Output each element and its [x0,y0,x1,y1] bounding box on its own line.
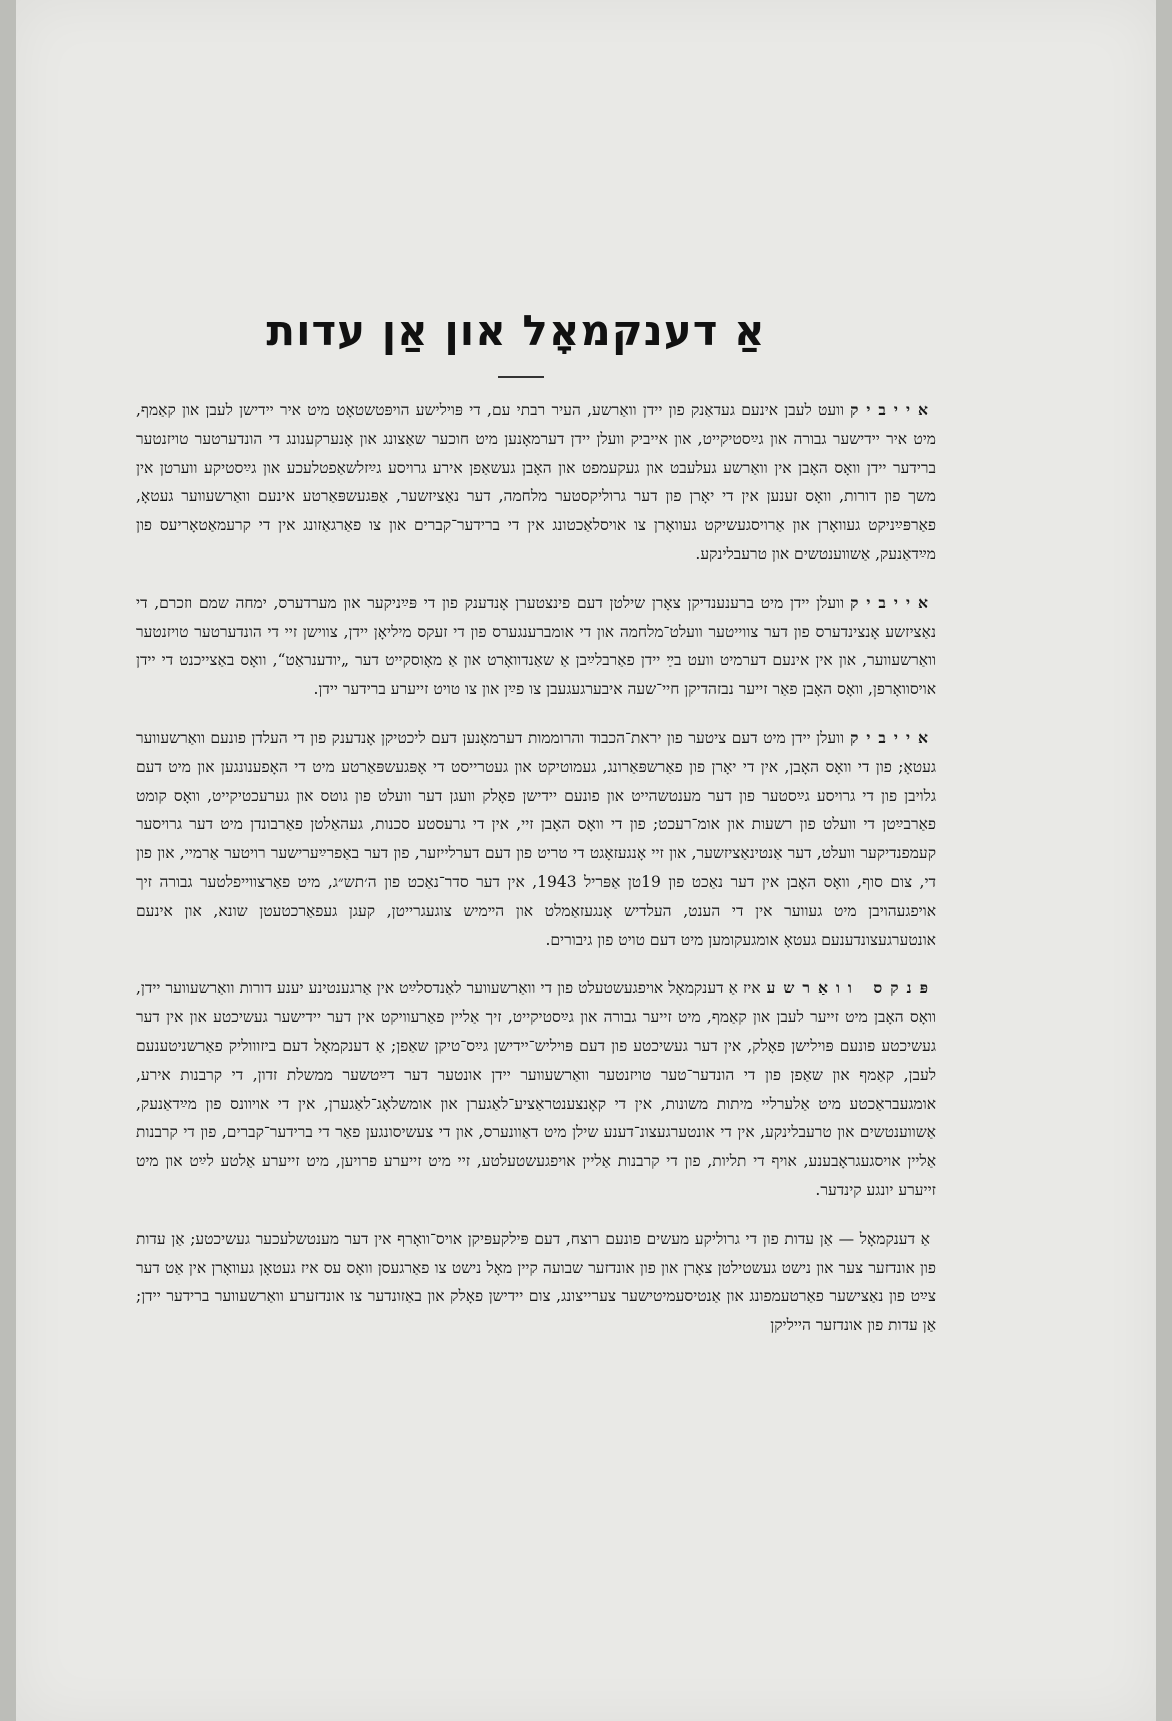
paragraph-4 [136,974,936,1204]
paragraph-text: וועלן יידן מיט דעם ציטער פון יראת־הכבוד והרוממות דערמאָנען דעם ליכטיקן אָנדענק פון די העלדן פונעם וואַרשעווער געטאָ; פון די וואָס האָבן, אין די יאָרן פון פאַרשפּאַרונג, געמוטיקט און געטרייסט די אָפּגעשפּאַרטע מיט די האָפענונגען און מיט דעם גלויבן פון די גרויסע גײַסטער פון דער מענטשהייט און פונעם יידישן פאָלק וועגן דער וועלט פון גוטס און גערעכטיקייט, וואָס קומט פאַרבײַטן די וועלט פון רשעות און אומ־רעכט; פון די וואָס האָבן זיי, אין די גרעסטע סכנות, געהאַלטן פאַרבונדן מיט דער גרויסער קעמפנדיקער וועלט, דער אַנטינאַציזשער, און זיי אָנגעזאָגט די טריט פון דעם דערלייזער, פון דער באַפרײַערישער רויטער אַרמיי, און פון די, צום סוף, וואָס האָבן אין דער נאַכט פון 19טן אַפּריל 1943, אין דער סדר־נאַכט פון ה׳תש״ג, מיט פאַרצווייפלטער גבורה זיך אויפגעהויבן מיט געווער אין די הענט, העלדיש אָנגעזאַמלט און הײמיש צוגעגרייטן, קעגן געפאַרכטעטן שונא, און אינעם אונטערגעצונדענעם געטאָ אומגעקומען מיט דעם טויט פון גיבורים. [136,728,936,949]
paragraph-text: וועלן יידן מיט ברענענדיקן צאָרן שילטן דעם פינצטערן אָנדענק פון די פּײַניקער און מערדערס, ימחה שמם וזכרם, די נאַציזשע אָנצינדערס פון דער צווייטער וועלט־מלחמה און די אומברענגערס פון די זעקס מיליאָן יידן, צווישן זיי די הונדערטער טויזנטער וואַרשעווער, און אין אינעם דערמיט וועט בײַ יידן פאַרבלײַבן אַ שאַנדוואָרט און אַ מאָוסקייט דער „יודענראַט“, וואָס באַצייכנט די יידן אויסוואָרפן, וואָס האָבן פאַר זייער נבזהדיקן חיי־שעה איבערגעגעבן צו פײַן און צו טויט זייערע ברידער יידן. [136,593,936,699]
title-divider [498,376,544,378]
paragraph-text: וועט לעבן אינעם געדאַנק פון יידן וואַרשע, העיר רבתי עם, די פּוילישע הויפּטשטאָט מיט איר יידישן לעבן און קאַמף, מיט איר יידישער גבורה און גײַסטיקייט, און אייביק וועלן יידן דערמאָנען מיט חוכער שאַצונג און אָנערקענונג די הונדערטער טויזנטער ברידער יידן וואָס האָבן אין וואַרשע געלעבט און געקעמפט און האָבן געשאַפן אירע גרויסע גײַזלשאַפטלעכע און גײַסטיקע ווערטן אין משך פון דורות, וואָס זענען אין די יאָרן פון דער גרוליקסטער מלחמה, דער נאַציזשער, אַפּגעשפּאַרטע אינעם וואַרשעווער געטאָ, פאַרפּײַניקט געוואָרן און אַרויסגעשיקט געוואָרן צו אויסלאַכטונג אין די ברידער־קברים און צו פאַרגאַזונג אין די קרעמאַטאָריעס פון מײַדאַנעק, אַשווענטשים און טרעבלינקע. [136,401,936,563]
page-title: אַ דענקמאָל און אַן עדות [266,306,766,355]
paragraph-lead: אייביק [850,727,936,747]
body-text [136,396,936,1360]
paragraph-text: אַ דענקמאָל — אַן עדות פון די גרוליקע מעשים פונעם רוצח, דעם פּילקעפּיקן אויס־וואָרף אין דער מענטשלעכער געשיכטע; אַן עדות פון אונדזער צער און נישט געשטילטן צאָרן און פון אונדזער שבועה קיין מאָל נישט צו פאַרגעסן וואָס עס איז געטאָן געוואָרן אין אַט דער צײַט פון נאַצישער פאַרטעמפונג און אַנטיסעמיטישער צערייצונג, צום יידישן פאָלק און באַזונדער צו אונדזערע וואַרשעווער ברידער יידן; אַן עדות פון אונדזער הייליקן [136,1229,936,1335]
paragraph-text: איז אַ דענקמאָל אויפגעשטעלט פון די וואַרשעווער לאַנדסלײַט אין אַרגענטינע יענע דורות וואַרשעווער יידן, וואָס האָבן מיט זייער לעבן און קאַמף, מיט זייער גבורה און גײַסטיקייט, זיך אַליין פאַרעוויקט אין דער יידישער געשיכטע און אין דער געשיכטע פונעם פּוילישן פאָלק, אין דער געשיכטע פון דעם פּויליש־יידישן גײַס־טיקן שאַפן; אַ דענקמאָל דעם ביזוווליק פאַרשניטענעם לעבן, קאַמף און שאַפן פון די הונדער־טער טויזנטער וואַרשעווער יידן אונטער דער דײַטשער ממשלת זדון, די קרבנות אירע, אומגעבראַכטע מיט אַלערליי מיתות משונות, אין די קאָנצענטראַציע־לאַגערן און אומשלאָג־לאַגערן, אין די אויוונס פון מײַדאַנעק, אַשווענטשים און טרעבלינקע, אין די אונטערגעצונ־דענע שילן מיט דאַוונערס, און די צעשיסונגען פאַר די ברידער־קברים, פון די קרבנות אַליין אויסגעגראָבענע, אויף די תליות, פון די קרבנות אַליין אויפגעשטעלטע, זיי מיט זייערע פרויען, מיט זייערע אַלטע לײַט און מיט זייערע יונגע קינדער. [136,979,936,1199]
paragraph-1 [136,396,936,569]
paragraph-5 [136,1225,936,1340]
paragraph-lead: אייביק [850,592,936,612]
document-page [16,0,1156,1721]
paragraph-2 [136,589,936,704]
paragraph-lead: פּנקס וואַרשע [766,978,936,998]
paragraph-lead: אייביק [850,400,936,419]
paragraph-3 [136,724,936,954]
